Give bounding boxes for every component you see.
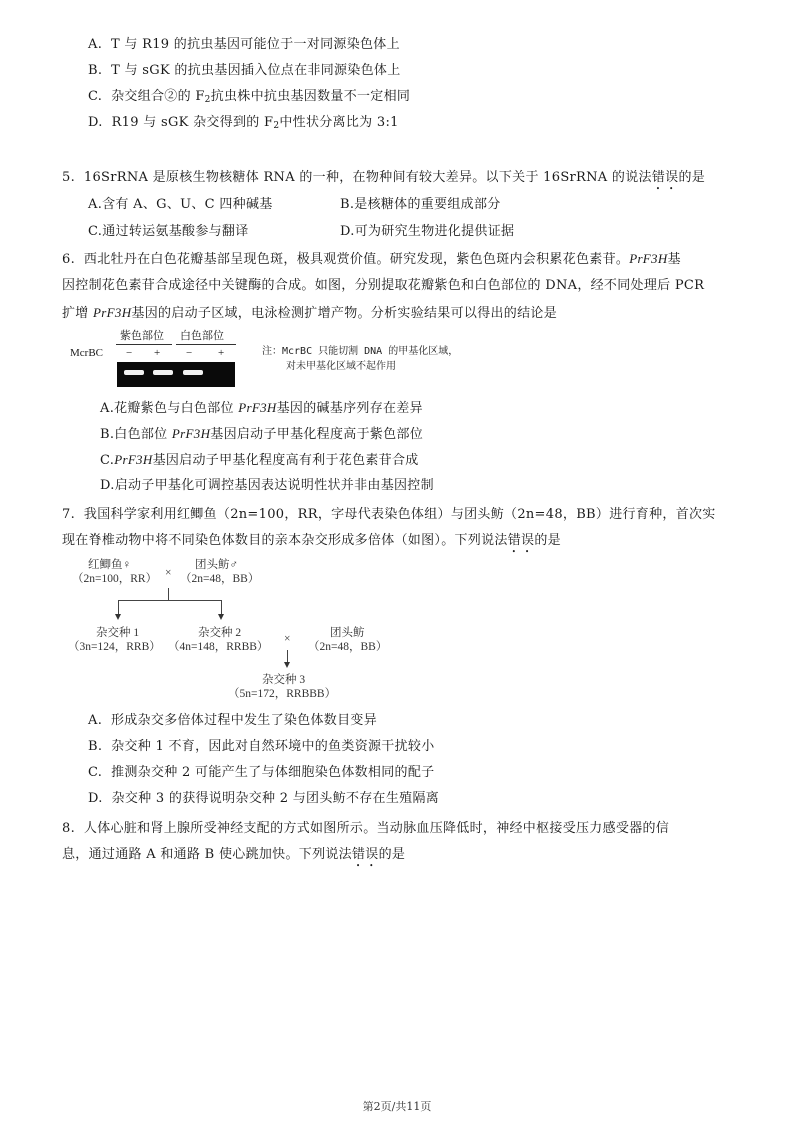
parent3-name: 团头鲂: [330, 627, 365, 639]
group-divider: [116, 344, 172, 345]
question-number: 7.: [62, 507, 76, 522]
arrow-down-icon: [218, 614, 224, 620]
q6-option-a: [100, 399, 423, 418]
q7-option-a: [88, 712, 377, 730]
q7-stem-line2: [62, 532, 561, 556]
q6-option-c: [100, 451, 419, 470]
option-text: C.: [100, 453, 115, 468]
option-text: 抗虫株中抗虫基因数量不一定相同: [210, 89, 411, 104]
question-text: 西北牡丹在白色花瓣基部呈现色斑，极具观赏价值。研究发现，紫色色斑内会积累花色素苷。: [83, 252, 630, 267]
question-text: 的是: [534, 533, 561, 548]
option-label: D.: [88, 115, 103, 130]
gene-name: PrF3H: [93, 305, 132, 320]
cross-symbol: ×: [284, 633, 291, 645]
q5-stem: [62, 169, 705, 193]
q8-stem-line2: [62, 846, 405, 870]
q7-stem-line1: [62, 506, 716, 524]
subscript: 2: [273, 121, 280, 131]
gene-name: PrF3H: [114, 452, 153, 467]
parent2-info: （2n=48，BB）: [180, 573, 260, 585]
arrow-down-icon: [284, 662, 290, 668]
emphasis-text: 错误: [507, 533, 535, 548]
option-text: 杂交种 3 的获得说明杂交种 2 与团头鲂不存在生殖隔离: [111, 791, 440, 806]
q6-option-d: D.启动子甲基化可调控基因表达说明性状并非由基因控制: [100, 478, 434, 493]
gel-note: [262, 344, 458, 374]
emphasis-text: 错误: [351, 847, 379, 862]
q4-option-d: [88, 114, 399, 135]
note-line: 对未甲基化区域不起作用: [286, 361, 396, 372]
lane-sign: −: [186, 347, 193, 359]
option-text: 杂交种 1 不育，因此对自然环境中的鱼类资源干扰较小: [111, 739, 435, 754]
option-text: 形成杂交多倍体过程中发生了染色体数目变异: [111, 713, 378, 728]
dna-band: [183, 370, 203, 375]
option-label: A.: [88, 713, 103, 728]
gene-name: PrF3H: [171, 426, 211, 441]
option-text: T 与 R19 的抗虫基因可能位于一对同源染色体上: [111, 37, 400, 52]
question-text: 的是: [678, 170, 706, 185]
q7-option-c: [88, 764, 434, 782]
option-label: B.: [88, 739, 103, 754]
q6-stem-line1: [62, 250, 681, 269]
option-text: 杂交组合②的 F: [111, 89, 205, 104]
question-text: 16SrRNA 是原核生物核糖体 RNA 的一种，在物种间有较大差异。以下关于 16SrRNA 的说法: [83, 170, 652, 185]
hybrid2-info: （4n=148，RRBB）: [168, 641, 269, 653]
question-text: 人体心脏和肾上腺所受神经支配的方式如图所示。当动脉血压降低时，神经中枢接受压力感受器的信: [83, 821, 670, 836]
option-text: A.花瓣紫色与白色部位: [100, 401, 239, 416]
option-text: R19 与 sGK 杂交得到的 F: [111, 115, 274, 130]
arrow-down-icon: [115, 614, 121, 620]
hybrid1-name: 杂交种 1: [96, 627, 140, 639]
connector: [168, 588, 169, 600]
lane-sign: +: [154, 347, 161, 359]
parent3-info: （2n=48，BB）: [308, 641, 388, 653]
mcrbc-label: McrBC: [70, 347, 103, 359]
option-text: 基因启动子甲基化程度高于紫色部位: [210, 427, 424, 442]
option-text: 基因的碱基序列存在差异: [276, 401, 423, 416]
lane-sign: −: [126, 347, 133, 359]
q5-option-c: C.通过转运氨基酸参与翻译: [88, 224, 249, 239]
hybrid3-name: 杂交种 3: [262, 674, 306, 686]
gene-name: PrF3H: [238, 400, 277, 415]
gene-name: PrF3H: [629, 251, 668, 266]
note-line: 注：McrBC 只能切割 DNA 的甲基化区域，: [262, 346, 459, 357]
q6-option-b: [100, 425, 423, 444]
question-text: 现在脊椎动物中将不同染色体数目的亲本杂交形成多倍体（如图）。下列说法: [62, 533, 508, 548]
parent1-info: （2n=100，RR）: [72, 573, 158, 585]
option-text: B.白色部位: [100, 427, 172, 442]
emphasis-text: 错误: [651, 170, 679, 185]
hybrid3-info: （5n=172，RRBBB）: [228, 688, 337, 700]
cross-symbol: ×: [165, 567, 172, 579]
option-text: 推测杂交种 2 可能产生了与体细胞染色体数相同的配子: [111, 765, 435, 780]
option-label: B.: [88, 63, 103, 78]
group-label-purple: 紫色部位: [120, 330, 164, 342]
option-label: C.: [88, 765, 103, 780]
q6-stem-line3: [62, 304, 557, 323]
connector: [118, 600, 222, 601]
q4-option-c: [88, 88, 410, 109]
dna-band: [124, 370, 144, 375]
option-text: T 与 sGK 的抗虫基因插入位点在非同源染色体上: [111, 63, 401, 78]
q8-stem-line1: [62, 820, 669, 838]
q4-option-b: [88, 62, 401, 80]
page-number: 第2页/共11页: [362, 1100, 432, 1113]
option-label: C.: [88, 89, 103, 104]
question-text: 扩增: [62, 306, 94, 321]
question-number: 6.: [62, 252, 76, 267]
option-label: D.: [88, 791, 103, 806]
question-text: 基因的启动子区域，电泳检测扩增产物。分析实验结果可以得出的结论是: [131, 306, 557, 321]
q7-option-d: [88, 790, 439, 808]
q5-option-d: D.可为研究生物进化提供证据: [340, 224, 515, 239]
q5-option-a: A.含有 A、G、U、C 四种碱基: [88, 197, 273, 212]
dna-band: [153, 370, 173, 375]
hybrid1-info: （3n=124，RRB）: [68, 641, 161, 653]
option-label: A.: [88, 37, 103, 52]
q4-option-a: [88, 36, 400, 54]
option-text: 中性状分离比为 3:1: [279, 115, 399, 130]
group-divider: [176, 344, 236, 345]
subscript: 2: [204, 95, 211, 105]
parent1-name: 红鲫鱼♀: [88, 559, 132, 571]
gel-image: [117, 362, 235, 387]
lane-sign: +: [218, 347, 225, 359]
question-number: 8.: [62, 821, 76, 836]
q6-stem-line2: 因控制花色素苷合成途径中关键酶的合成。如图，分别提取花瓣紫色和白色部位的 DNA，经不同处理后 PCR: [62, 278, 705, 293]
group-label-white: 白色部位: [180, 330, 224, 342]
hybrid2-name: 杂交种 2: [198, 627, 242, 639]
option-text: 基因启动子甲基化程度高有利于花色素苷合成: [152, 453, 419, 468]
q5-option-b: B.是核糖体的重要组成部分: [340, 197, 501, 212]
electrophoresis-figure: [68, 330, 248, 390]
question-text: 的是: [378, 847, 406, 862]
q7-option-b: [88, 738, 435, 756]
question-text: 基: [667, 252, 681, 267]
question-text: 息，通过通路 A 和通路 B 使心跳加快。下列说法: [62, 847, 352, 862]
parent2-name: 团头鲂♂: [195, 559, 239, 571]
question-number: 5.: [62, 170, 76, 185]
question-text: 我国科学家利用红鲫鱼（2n=100，RR，字母代表染色体组）与团头鲂（2n=48，BB）进行育种，首次实: [83, 507, 716, 522]
